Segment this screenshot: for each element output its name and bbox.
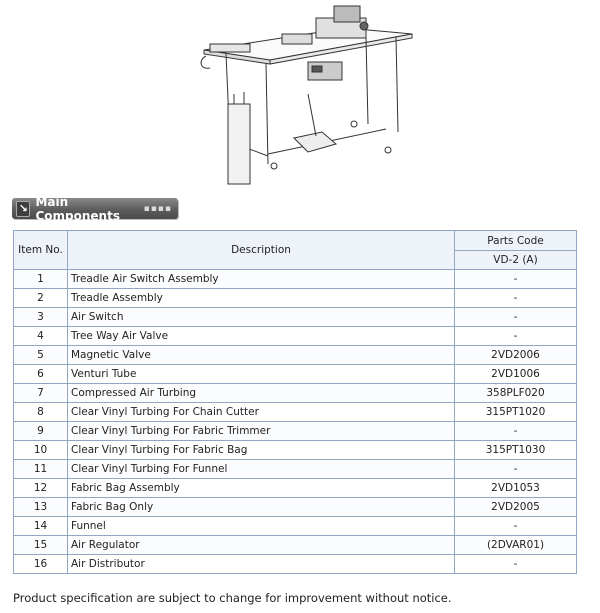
section-header-main-components — [12, 194, 178, 223]
table-row — [14, 365, 577, 384]
description-cell: Tree Way Air Valve — [68, 327, 455, 346]
item-no-cell: 7 — [14, 384, 68, 403]
item-no-cell: 13 — [14, 498, 68, 517]
parts-code-cell: - — [455, 422, 577, 441]
parts-code-cell: 2VD1053 — [455, 479, 577, 498]
item-no-cell: 9 — [14, 422, 68, 441]
parts-code-cell: - — [455, 555, 577, 574]
parts-code-cell: (2DVAR01) — [455, 536, 577, 555]
item-no-cell: 14 — [14, 517, 68, 536]
header-item-no: Item No. — [14, 231, 68, 270]
description-cell: Clear Vinyl Turbing For Chain Cutter — [68, 403, 455, 422]
parts-code-cell: 2VD2006 — [455, 346, 577, 365]
table-row — [14, 479, 577, 498]
parts-code-cell: 315PT1020 — [455, 403, 577, 422]
parts-code-cell: 2VD2005 — [455, 498, 577, 517]
description-cell: Clear Vinyl Turbing For Funnel — [68, 460, 455, 479]
parts-code-cell: 315PT1030 — [455, 441, 577, 460]
table-row — [14, 536, 577, 555]
decorative-dots: ▪▪▪▪ — [143, 203, 172, 214]
item-no-cell: 10 — [14, 441, 68, 460]
table-row — [14, 498, 577, 517]
item-no-cell: 11 — [14, 460, 68, 479]
header-description: Description — [68, 231, 455, 270]
parts-code-cell: - — [455, 517, 577, 536]
description-cell: Air Regulator — [68, 536, 455, 555]
table-row — [14, 403, 577, 422]
parts-code-cell: - — [455, 308, 577, 327]
item-no-cell: 3 — [14, 308, 68, 327]
item-no-cell: 4 — [14, 327, 68, 346]
parts-code-cell: - — [455, 270, 577, 289]
section-title: Main Components — [35, 194, 120, 223]
parts-code-cell: - — [455, 289, 577, 308]
item-no-cell: 15 — [14, 536, 68, 555]
description-cell: Treadle Assembly — [68, 289, 455, 308]
table-row — [14, 555, 577, 574]
description-cell: Fabric Bag Only — [68, 498, 455, 517]
description-cell: Clear Vinyl Turbing For Fabric Bag — [68, 441, 455, 460]
description-cell: Treadle Air Switch Assembly — [68, 270, 455, 289]
table-row — [14, 441, 577, 460]
table-row — [14, 270, 577, 289]
table-row — [14, 308, 577, 327]
table-row — [14, 327, 577, 346]
description-cell: Magnetic Valve — [68, 346, 455, 365]
header-parts-code: Parts Code — [455, 231, 577, 251]
item-no-cell: 2 — [14, 289, 68, 308]
description-cell: Funnel — [68, 517, 455, 536]
main-components-table — [13, 230, 577, 574]
table-row — [14, 517, 577, 536]
table-row — [14, 346, 577, 365]
description-cell: Air Switch — [68, 308, 455, 327]
notice-text: Product specification are subject to change for improvement without notice. — [13, 591, 452, 605]
item-no-cell: 1 — [14, 270, 68, 289]
item-no-cell: 8 — [14, 403, 68, 422]
item-no-cell: 16 — [14, 555, 68, 574]
parts-code-cell: - — [455, 327, 577, 346]
description-cell: Clear Vinyl Turbing For Fabric Trimmer — [68, 422, 455, 441]
sewing-machine-illustration — [196, 4, 420, 188]
description-cell: Air Distributor — [68, 555, 455, 574]
table-row — [14, 384, 577, 403]
parts-code-cell: 2VD1006 — [455, 365, 577, 384]
table-row — [14, 460, 577, 479]
parts-code-cell: 358PLF020 — [455, 384, 577, 403]
header-model: VD-2 (A) — [455, 251, 577, 270]
parts-code-cell: - — [455, 460, 577, 479]
arrow-down-right-icon: ↘ — [16, 201, 30, 217]
description-cell: Compressed Air Turbing — [68, 384, 455, 403]
item-no-cell: 6 — [14, 365, 68, 384]
item-no-cell: 5 — [14, 346, 68, 365]
item-no-cell: 12 — [14, 479, 68, 498]
table-row — [14, 289, 577, 308]
description-cell: Fabric Bag Assembly — [68, 479, 455, 498]
description-cell: Venturi Tube — [68, 365, 455, 384]
table-row — [14, 422, 577, 441]
